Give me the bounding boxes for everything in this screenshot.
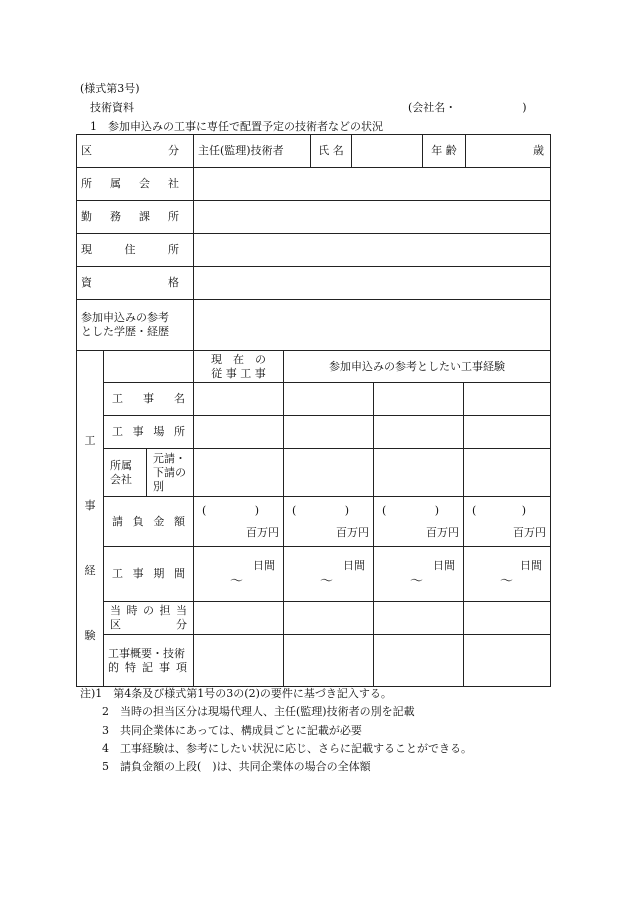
contract-type-line2: 下請の <box>153 465 186 479</box>
period-unit: 日間 <box>520 559 542 572</box>
contract-type-line3: 別 <box>153 479 164 493</box>
amount-unit: 百万円 <box>513 525 546 539</box>
age-label: 年 齢 <box>423 135 466 167</box>
summary-label-cell <box>104 635 194 687</box>
work-place-current[interactable] <box>194 416 284 449</box>
technical-data-table <box>76 134 551 687</box>
address-label-cell <box>77 234 194 267</box>
affiliation-label-line1: 所属 <box>110 458 132 472</box>
summary-ref-3[interactable] <box>464 635 551 687</box>
work-place-ref-3[interactable] <box>464 416 551 449</box>
work-name-label: 工 事 名 <box>112 392 185 405</box>
qualification-label: 資 格 <box>81 276 179 289</box>
education-label-line1: 参加申込みの参考 <box>81 311 169 324</box>
education-field[interactable] <box>194 300 551 351</box>
summary-current[interactable] <box>194 635 284 687</box>
period-label: 工 事 期 間 <box>112 567 185 580</box>
experience-side-label <box>77 351 104 687</box>
section-heading: 1 参加申込みの工事に専任で配置予定の技術者などの状況 <box>90 120 383 133</box>
role-current[interactable] <box>194 602 284 635</box>
current-work-line2: 従 事 工 事 <box>211 366 266 380</box>
contract-type-line1: 元請・ <box>153 451 186 465</box>
period-ref-3[interactable] <box>464 547 551 602</box>
company-label: 所 属 会 社 <box>81 177 179 190</box>
affiliation-ref-1[interactable] <box>284 449 374 497</box>
experience-side-char-2: 事 <box>84 499 96 512</box>
current-work-header <box>194 351 284 383</box>
amount-ref-1[interactable]: ( ) 百万円 <box>284 497 374 547</box>
classification-label: 区 分 <box>81 144 179 157</box>
amount-unit: 百万円 <box>426 525 459 539</box>
experience-side-char-1: 工 <box>84 434 96 447</box>
work-place-ref-2[interactable] <box>374 416 464 449</box>
period-tilde: 〜 <box>320 574 334 589</box>
note-3: 3 共同企業体にあっては、構成員ごとに記載が必要 <box>80 723 362 737</box>
form-number: (様式第3号) <box>80 82 140 95</box>
note-4: 4 工事経験は、参考にしたい状況に応じ、さらに記載することができる。 <box>80 741 472 755</box>
work-name-current[interactable] <box>194 383 284 416</box>
company-label-cell <box>77 168 194 201</box>
summary-ref-2[interactable] <box>374 635 464 687</box>
address-label: 現 住 所 <box>81 243 179 256</box>
period-tilde: 〜 <box>500 574 514 589</box>
classification-label-cell <box>77 135 194 168</box>
work-name-label-cell <box>104 383 194 416</box>
office-field[interactable] <box>194 201 551 234</box>
office-label-cell <box>77 201 194 234</box>
period-tilde: 〜 <box>410 574 424 589</box>
company-field[interactable] <box>194 168 551 201</box>
role-ref-1[interactable] <box>284 602 374 635</box>
work-name-ref-2[interactable] <box>374 383 464 416</box>
work-name-ref-3[interactable] <box>464 383 551 416</box>
amount-label: 請 負 金 額 <box>112 514 185 528</box>
role-ref-3[interactable] <box>464 602 551 635</box>
reference-experience-header: 参加申込みの参考としたい工事経験 <box>284 351 551 383</box>
note-2: 2 当時の担当区分は現場代理人、主任(監理)技術者の別を記載 <box>80 705 415 719</box>
qualification-label-cell <box>77 267 194 300</box>
summary-label-line2: 的 特 記 事 項 <box>108 660 187 674</box>
age-field[interactable] <box>466 135 550 167</box>
affiliation-ref-3[interactable] <box>464 449 551 497</box>
summary-label-line1: 工事概要・技術 <box>108 646 185 660</box>
role-label-line2: 区 分 <box>110 618 187 631</box>
current-work-line1: 現 在 の <box>211 352 266 366</box>
period-ref-2[interactable] <box>374 547 464 602</box>
name-field[interactable] <box>352 135 423 167</box>
period-unit: 日間 <box>433 559 455 572</box>
work-place-label-cell <box>104 416 194 449</box>
company-name-label: (会社名・ ) <box>408 101 527 114</box>
summary-ref-1[interactable] <box>284 635 374 687</box>
work-name-ref-1[interactable] <box>284 383 374 416</box>
period-tilde: 〜 <box>230 574 244 589</box>
work-place-ref-1[interactable] <box>284 416 374 449</box>
role-label-line1: 当 時 の 担 当 <box>110 604 187 617</box>
experience-side-char-3: 経 <box>84 564 96 577</box>
classification-row-cell <box>194 135 551 168</box>
note-5: 5 請負金額の上段( )は、共同企業体の場合の全体額 <box>80 760 371 774</box>
affiliation-ref-2[interactable] <box>374 449 464 497</box>
amount-ref-2[interactable]: ( ) 百万円 <box>374 497 464 547</box>
period-unit: 日間 <box>343 559 365 572</box>
doc-title: 技術資料 <box>90 101 134 114</box>
note-1: 注)1 第4条及び様式第1号の3の(2)の要件に基づき記入する。 <box>80 687 392 700</box>
period-ref-1[interactable] <box>284 547 374 602</box>
amount-ref-3[interactable]: ( ) 百万円 <box>464 497 551 547</box>
amount-label-cell <box>104 497 194 547</box>
education-label-line2: とした学歴・経歴 <box>81 325 169 338</box>
name-label: 氏 名 <box>311 135 352 167</box>
experience-side-char-4: 験 <box>84 629 96 642</box>
period-current[interactable] <box>194 547 284 602</box>
engineer-type-label: 主任(監理)技術者 <box>194 135 311 167</box>
address-field[interactable] <box>194 234 551 267</box>
period-label-cell <box>104 547 194 602</box>
amount-unit: 百万円 <box>246 525 279 539</box>
amount-unit: 百万円 <box>336 525 369 539</box>
affiliation-label-cell <box>104 449 194 497</box>
affiliation-label-line2: 会社 <box>110 472 132 486</box>
qualification-field[interactable] <box>194 267 551 300</box>
amount-current[interactable]: ( ) 百万円 <box>194 497 284 547</box>
period-unit: 日間 <box>253 559 275 572</box>
age-unit: 歳 <box>533 144 544 157</box>
work-place-label: 工 事 場 所 <box>112 425 185 438</box>
notes <box>80 685 472 776</box>
affiliation-current[interactable] <box>194 449 284 497</box>
role-ref-2[interactable] <box>374 602 464 635</box>
office-label: 勤 務 課 所 <box>81 210 179 223</box>
role-label-cell <box>104 602 194 635</box>
education-label-cell <box>77 300 194 351</box>
experience-header-blank <box>104 351 194 383</box>
